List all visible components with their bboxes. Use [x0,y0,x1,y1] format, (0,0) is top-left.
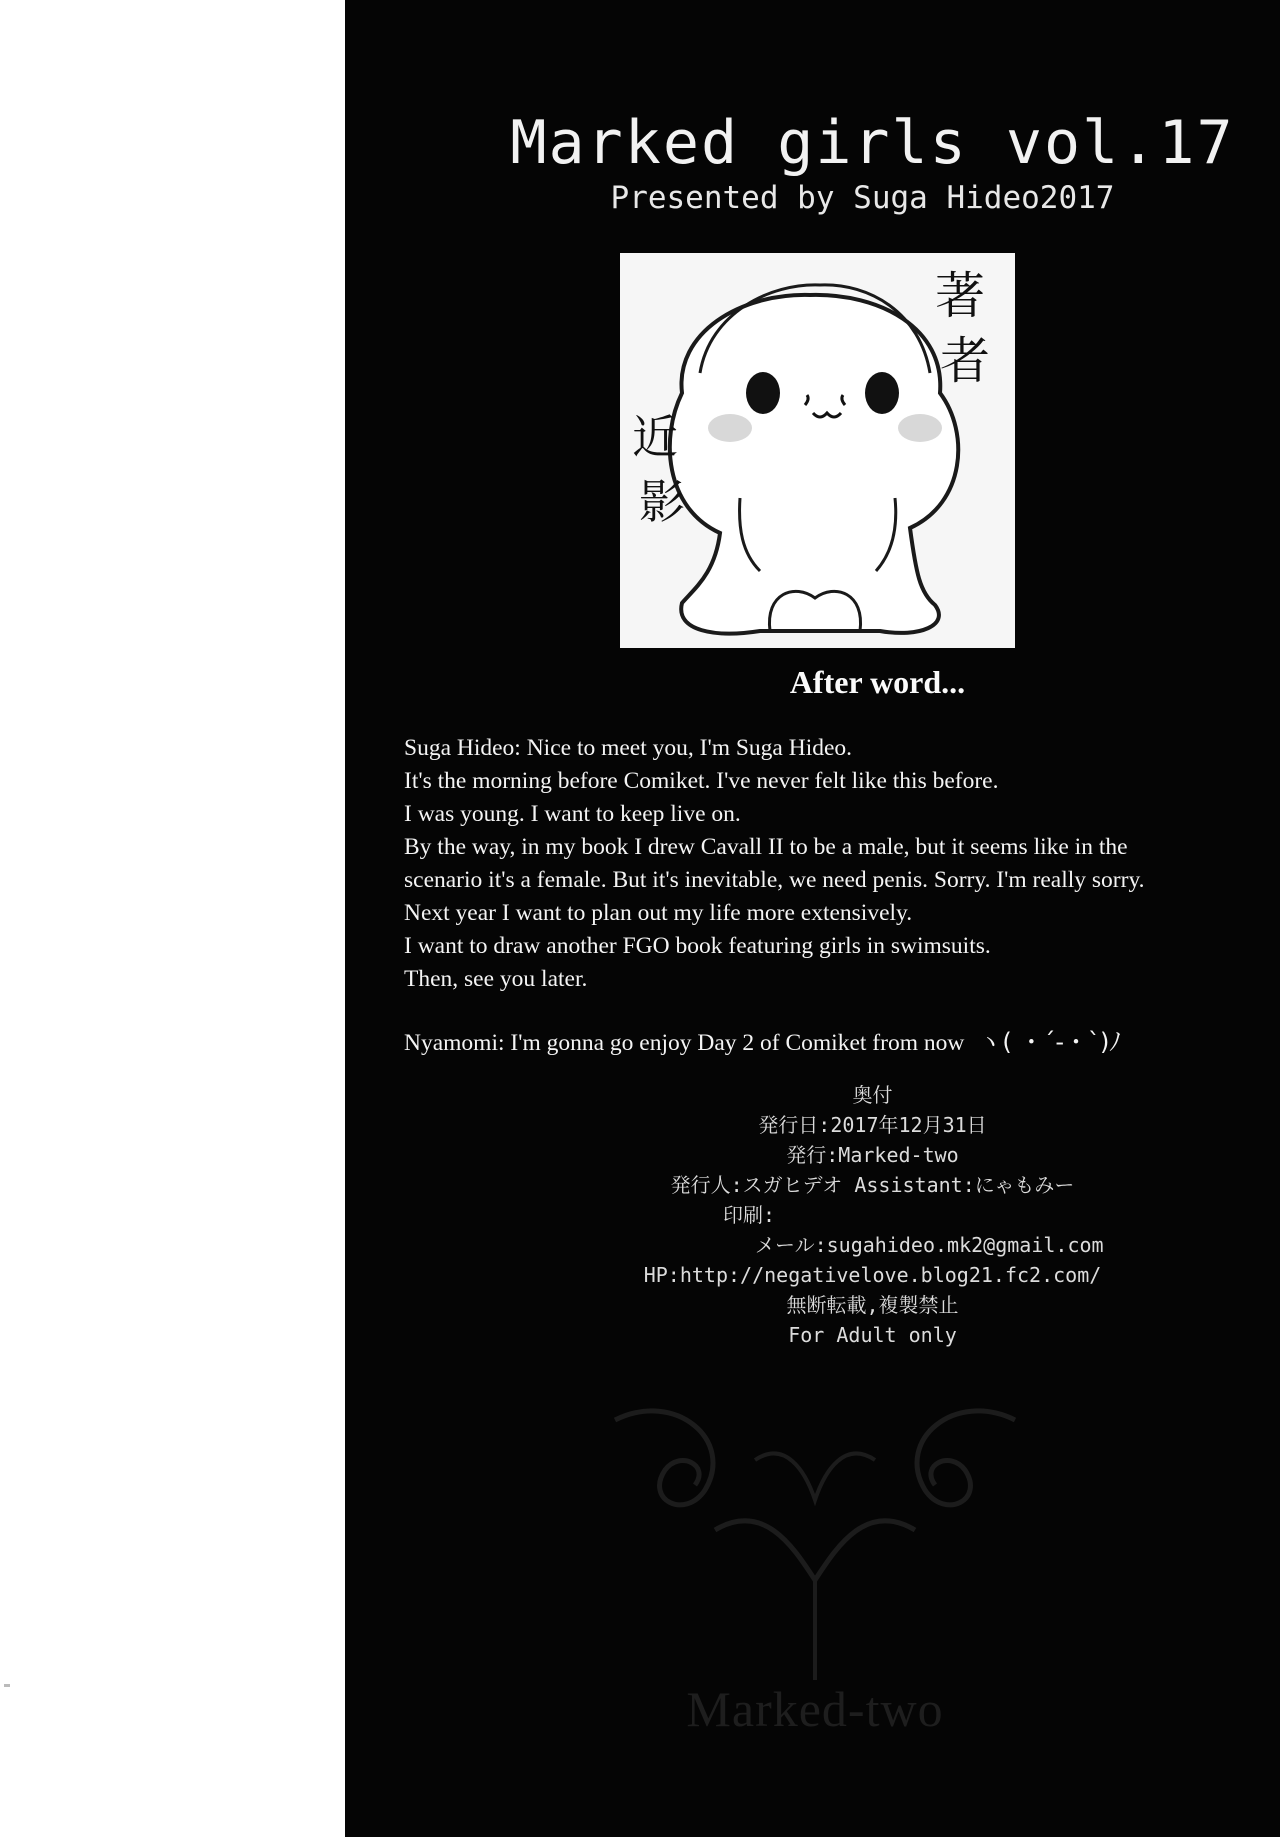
email: メール:sugahideo.mk2@gmail.com [755,1233,1104,1257]
afterword-line: It's the morning before Comiket. I've never felt like this before. [404,768,999,794]
colophon-panel [345,0,1280,1837]
afterword-line: Next year I want to plan out my life more extensively. [404,900,913,926]
issuer: 発行人:スガヒデオ Assistant:にゃもみー [670,1173,1075,1197]
caption-kanji-3: 近 [632,410,678,464]
emoticon: ヽ( ・´-・`)ﾉ [978,1028,1122,1056]
publish-date: 発行日:2017年12月31日 [758,1113,987,1137]
logo-text: Marked-two [686,1681,944,1737]
nyamomi-text: Nyamomi: I'm gonna go enjoy Day 2 of Comiket from now [404,1030,965,1056]
homepage: HP:http://negativelove.blog21.fc2.com/ [643,1263,1102,1287]
book-title: Marked girls vol.17 [510,108,1235,178]
publisher: 発行:Marked-two [786,1143,959,1167]
nyamomi-note [404,1026,1264,1066]
author-portrait [620,253,1015,648]
caption-kanji-4: 影 [639,475,685,529]
afterword-line: By the way, in my book I drew Cavall II to be a male, but it seems like in the [404,834,1128,860]
afterword-text [404,732,1264,996]
afterword-line: I was young. I want to keep live on. [404,801,741,827]
scan-mark [4,1684,10,1687]
book-subtitle: Presented by Suga Hideo2017 [610,180,1115,216]
colophon-heading: 奥付 [852,1083,893,1107]
afterword-title: After word... [789,664,966,700]
afterword-line: Then, see you later. [404,966,588,992]
copy-notice: 無断転載,複製禁止 [786,1293,959,1317]
afterword-line: I want to draw another FGO book featuring girls in swimsuits. [404,933,991,959]
logo-ornament [555,1380,1075,1680]
afterword-line: scenario it's a female. But it's inevitable, we need penis. Sorry. I'm really sorry. [404,867,1145,893]
afterword-line: Suga Hideo: Nice to meet you, I'm Suga Hideo. [404,735,853,761]
colophon [345,1080,1280,1350]
caption-kanji-1: 著 [935,267,985,325]
rating-notice: For Adult only [788,1323,957,1347]
circle-logo [555,1380,1075,1740]
caption-kanji-2: 者 [940,332,990,390]
printer: 印刷: [723,1203,776,1227]
